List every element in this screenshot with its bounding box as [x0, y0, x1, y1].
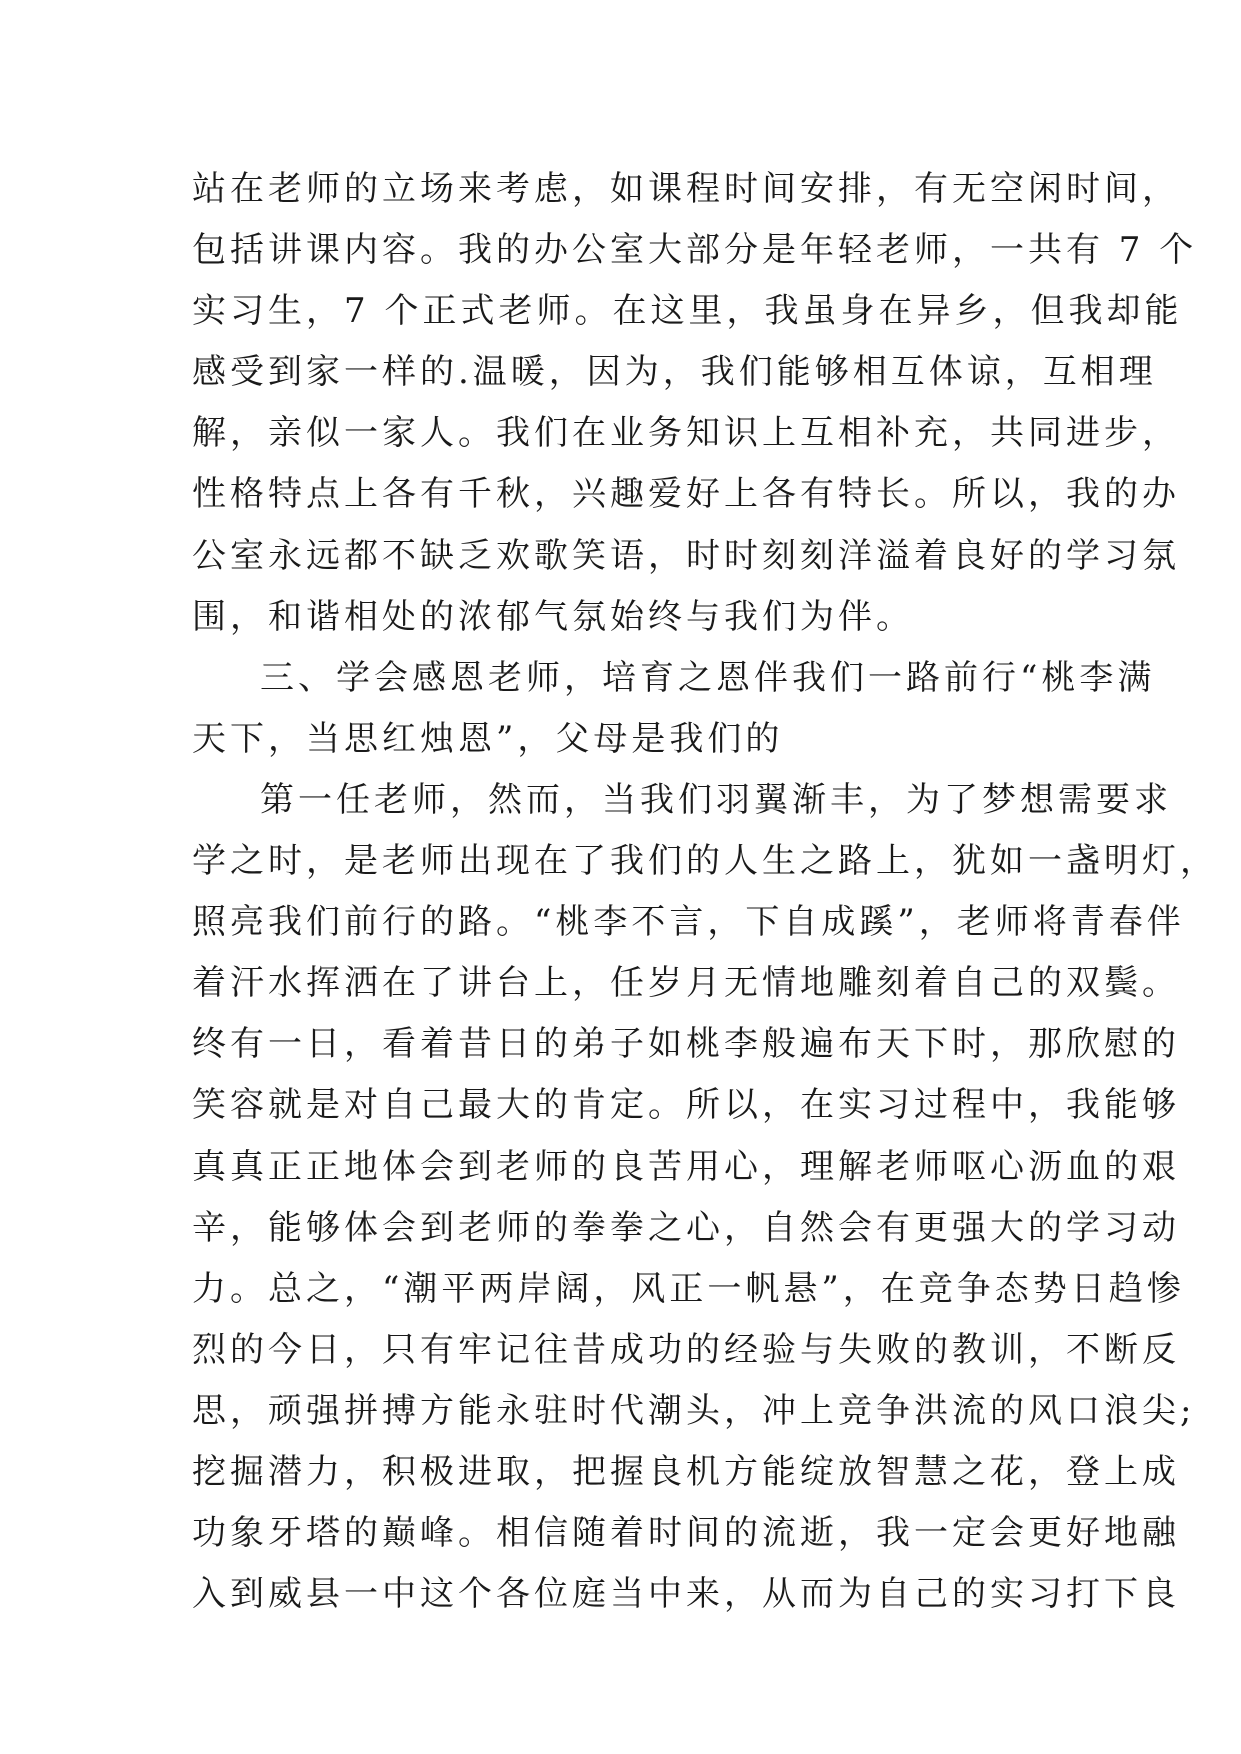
text-line: 照亮我们前行的路。“桃李不言，下自成蹊”，老师将青春伴: [192, 902, 1185, 943]
text-line: 烈的今日，只有牢记往昔成功的经验与失败的教训，不断反: [192, 1329, 1180, 1370]
text-line: 着汗水挥洒在了讲台上，任岁月无情地雕刻着自己的双鬓。: [192, 963, 1180, 1004]
text-line: 入到威县一中这个各位庭当中来，从而为自己的实习打下良: [192, 1574, 1180, 1615]
text-line: 解，亲似一家人。我们在业务知识上互相补充，共同进步，: [192, 413, 1180, 454]
text-line: 终有一日，看着昔日的弟子如桃李般遍布天下时，那欣慰的: [192, 1024, 1180, 1065]
body-text: [192, 159, 1218, 1625]
paragraph-start-line: 第一任老师，然而，当我们羽翼渐丰，为了梦想需要求: [260, 779, 1172, 820]
text-line: 公室永远都不缺乏欢歌笑语，时时刻刻洋溢着良好的学习氛: [192, 535, 1180, 576]
text-line: 感受到家一样的.温暖，因为，我们能够相互体谅，互相理: [192, 352, 1157, 393]
text-line: 功象牙塔的巅峰。相信随着时间的流逝，我一定会更好地融: [192, 1513, 1180, 1554]
text-line: 性格特点上各有千秋，兴趣爱好上各有特长。所以，我的办: [192, 474, 1180, 515]
text-line: 包括讲课内容。我的办公室大部分是年轻老师，一共有 7 个: [192, 230, 1198, 271]
text-line: 实习生，7 个正式老师。在这里，我虽身在异乡，但我却能: [192, 291, 1183, 332]
text-line: 真真正正地体会到老师的良苦用心，理解老师呕心沥血的艰: [192, 1146, 1180, 1187]
text-line: 笑容就是对自己最大的肯定。所以，在实习过程中，我能够: [192, 1085, 1180, 1126]
text-line: 辛，能够体会到老师的拳拳之心，自然会有更强大的学习动: [192, 1207, 1180, 1248]
text-line: 围，和谐相处的浓郁气氛始终与我们为伴。: [192, 596, 914, 637]
section-heading-line: 三、学会感恩老师，培育之恩伴我们一路前行“桃李满: [260, 657, 1156, 698]
text-line: 挖掘潜力，积极进取，把握良机方能绽放智慧之花，登上成: [192, 1451, 1180, 1492]
text-line: 思，顽强拼搏方能永驻时代潮头，冲上竞争洪流的风口浪尖;: [192, 1390, 1196, 1431]
text-line: 力。总之，“潮平两岸阔，风正一帆悬”，在竞争态势日趋惨: [192, 1268, 1185, 1309]
text-line: 天下，当思红烛恩”，父母是我们的: [192, 718, 784, 759]
text-line: 学之时，是老师出现在了我们的人生之路上，犹如一盏明灯，: [192, 841, 1218, 882]
text-line: 站在老师的立场来考虑，如课程时间安排，有无空闲时间，: [192, 169, 1180, 209]
